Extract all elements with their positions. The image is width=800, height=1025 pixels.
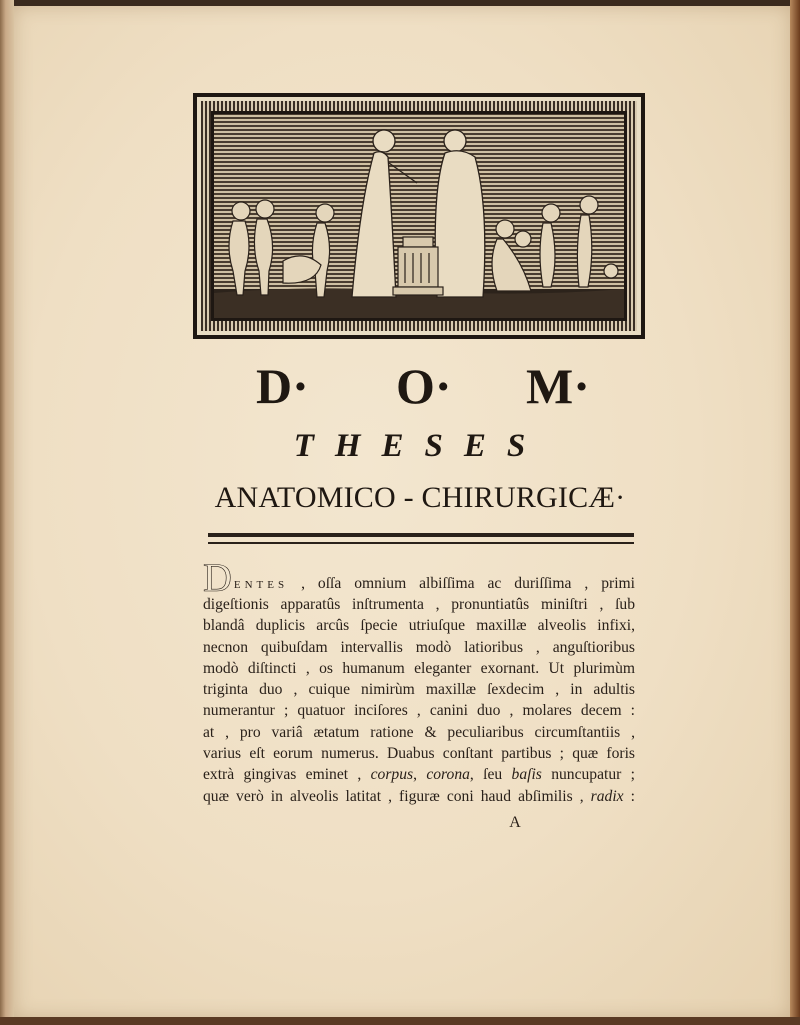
monogram-o: O· bbox=[396, 358, 452, 414]
text-line: necnon quibuſdam intervallis modò latioribus , anguſtioribus bbox=[203, 638, 635, 656]
monogram-d: D· bbox=[256, 358, 309, 414]
engraved-vignette bbox=[193, 93, 645, 339]
monogram-dom bbox=[200, 356, 640, 416]
page-edge-bottom bbox=[0, 1017, 800, 1025]
title-theses: THESES bbox=[293, 428, 547, 464]
text-line: extrà gingivas eminet , corpus, corona, ſeu baſis nuncupatur ; bbox=[203, 766, 635, 784]
lead-word: ENTES bbox=[233, 579, 289, 591]
book-binding bbox=[0, 0, 14, 1025]
subtitle-anatomico-chirurgicae: ANATOMICO - CHIRURGICÆ· bbox=[214, 481, 626, 514]
text-line: triginta duo , cuique nimirùm maxillæ ſexdecim , in adultis bbox=[203, 681, 635, 699]
drop-cap: D bbox=[203, 555, 232, 600]
text-line: at , pro variâ ætatum ratione & peculiaribus circumſtantiis , bbox=[203, 723, 635, 741]
text-line: varius eſt eorum numerus. Duabus conſtant partibus ; quæ foris bbox=[203, 745, 635, 763]
text-line: DENTES , oſſa omnium albiſſima ac duriſſima , primi bbox=[203, 555, 635, 600]
text-line: blandâ duplicis arcûs ſpecie utriuſque maxillæ alveolis infixi, bbox=[203, 617, 635, 635]
double-rule-divider bbox=[208, 533, 634, 545]
text-line: digeſtionis apparatûs inſtrumenta , pronuntiatûs miniſtri , ſub bbox=[203, 596, 635, 613]
text-line: numerantur ; quatuor inciſores , canini duo , molares decem : bbox=[203, 702, 635, 720]
page-edge-right bbox=[790, 0, 800, 1025]
text-line: modò diſtincti , os humanum eleganter exornant. Ut plurimùm bbox=[203, 659, 635, 677]
monogram-m: M· bbox=[526, 358, 590, 414]
signature-mark: A bbox=[509, 814, 521, 831]
text-line: quæ verò in alveolis latitat , figuræ coni haud abſimilis , radix : bbox=[203, 787, 635, 805]
body-paragraph bbox=[203, 555, 635, 807]
